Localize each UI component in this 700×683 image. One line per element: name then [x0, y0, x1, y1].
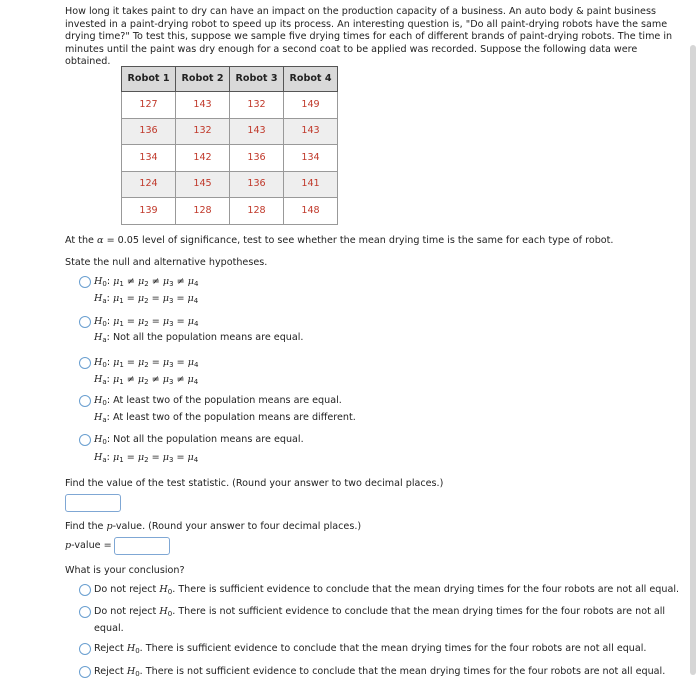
hypothesis-option-4-radio[interactable]: [79, 395, 91, 407]
hypothesis-option-4-ha-text: At least two of the population means are different.: [112, 412, 356, 423]
conclusion-option-3: Reject $H_0$. There is sufficient evidence to conclude that the mean drying times for the four robots are not all equal.: [94, 643, 647, 655]
table-cell: 128: [176, 198, 230, 225]
table-cell: 128: [230, 198, 284, 225]
hypothesis-option-1-h0: $H_0$: $\mu_1 \ne \mu_2 \ne \mu_3 \ne \mu_4$: [94, 276, 199, 288]
conclusion-option-1-verb: Do not reject: [94, 584, 157, 595]
conclusion-option-1-text: . There is sufficient evidence to conclude that the mean drying times for the four robots are not all equal.: [172, 584, 680, 595]
table-cell: 143: [284, 118, 338, 145]
conclusion-option-3-verb: Reject: [94, 643, 124, 654]
test-statistic-input[interactable]: [65, 494, 121, 512]
table-cell: 139: [122, 198, 176, 225]
table-row: [122, 171, 338, 198]
table-cell: 132: [230, 92, 284, 119]
table-row: [122, 198, 338, 225]
test-statistic-prompt: Find the value of the test statistic. (Round your answer to two decimal places.): [65, 478, 444, 489]
table-cell: 134: [284, 145, 338, 172]
conclusion-option-4-text: . There is not sufficient evidence to conclude that the mean drying times for the four robots are not all equal.: [139, 666, 666, 677]
header-robot-1: Robot 1: [122, 67, 176, 92]
conclusion-option-4-verb: Reject: [94, 666, 124, 677]
hypothesis-option-3-h0: $H_0$: $\mu_1 = \mu_2 = \mu_3 = \mu_4$: [94, 357, 199, 369]
conclusion-option-2-continuation: equal.: [94, 623, 124, 634]
hypothesis-option-3-h0-text: $\mu_1 = \mu_2 = \mu_3 = \mu_4$: [113, 357, 199, 369]
hypothesis-option-2-radio[interactable]: [79, 316, 91, 328]
hypothesis-option-1-radio[interactable]: [79, 276, 91, 288]
hypothesis-option-2-h0: $H_0$: $\mu_1 = \mu_2 = \mu_3 = \mu_4$: [94, 316, 199, 328]
conclusion-option-2: Do not reject $H_0$. There is not sufficient evidence to conclude that the mean drying times for the four robots are not all: [94, 606, 666, 618]
problem-intro: How long it takes paint to dry can have an impact on the production capacity of a business. An auto body & paint business invested in a paint-drying robot to speed up its process. An interesting question is, "Do all paint-drying robots have the same drying time?" To test this, suppose we sample five drying times for each of different brands of paint-drying robots. The time in minutes until the paint was dry enough for a second coat to be applied was recorded. Suppose the following data were obtained.: [65, 6, 673, 67]
hypothesis-option-1-ha: $H_a$: $\mu_1 = \mu_2 = \mu_3 = \mu_4$: [94, 293, 199, 305]
hypothesis-option-2-h0-text: $\mu_1 = \mu_2 = \mu_3 = \mu_4$: [113, 316, 199, 328]
hypothesis-option-2-ha-text: Not all the population means are equal.: [112, 332, 304, 343]
table-row: [122, 118, 338, 145]
table-row: [122, 92, 338, 119]
pvalue-label: p-value =: [65, 540, 112, 551]
table-cell: 149: [284, 92, 338, 119]
header-robot-2: Robot 2: [176, 67, 230, 92]
header-robot-3: Robot 3: [230, 67, 284, 92]
table-cell: 136: [230, 145, 284, 172]
table-cell: 127: [122, 92, 176, 119]
hypothesis-option-3-radio[interactable]: [79, 357, 91, 369]
significance-suffix: = 0.05 level of significance, test to see whether the mean drying time is the same for each type of robot.: [106, 235, 614, 246]
table-header-row: [122, 67, 338, 92]
hypothesis-option-5-radio[interactable]: [79, 434, 91, 446]
pvalue-prompt-post: -value. (Round your answer to four decimal places.): [112, 521, 362, 532]
table-cell: 136: [230, 171, 284, 198]
pvalue-label-text: -value =: [71, 540, 112, 551]
hypothesis-option-4-h0: $H_0$: At least two of the population means are equal.: [94, 395, 342, 407]
significance-prefix: At the: [65, 235, 94, 246]
table-cell: 148: [284, 198, 338, 225]
pvalue-input[interactable]: [114, 537, 170, 555]
conclusion-prompt: What is your conclusion?: [65, 565, 185, 576]
conclusion-option-3-radio[interactable]: [79, 643, 91, 655]
conclusion-option-3-text: . There is sufficient evidence to conclude that the mean drying times for the four robots are not all equal.: [139, 643, 647, 654]
hypothesis-option-5-h0-text: Not all the population means are equal.: [113, 434, 304, 445]
significance-statement: [65, 235, 613, 248]
hypothesis-option-4-h0-text: At least two of the population means are equal.: [113, 395, 342, 406]
alpha-symbol: α: [97, 235, 104, 246]
vertical-scrollbar[interactable]: [690, 45, 696, 675]
hypothesis-option-5-ha-text: $\mu_1 = \mu_2 = \mu_3 = \mu_4$: [112, 452, 199, 464]
conclusion-option-1-radio[interactable]: [79, 584, 91, 596]
hypothesis-option-1-ha-text: $\mu_1 = \mu_2 = \mu_3 = \mu_4$: [112, 293, 199, 305]
conclusion-option-2-verb: Do not reject: [94, 606, 157, 617]
table-cell: 136: [122, 118, 176, 145]
hypothesis-option-1-h0-text: $\mu_1 \ne \mu_2 \ne \mu_3 \ne \mu_4$: [113, 276, 199, 288]
table-cell: 145: [176, 171, 230, 198]
drying-times-table: [121, 66, 338, 225]
pvalue-prompt-pre: Find the: [65, 521, 104, 532]
conclusion-option-4-radio[interactable]: [79, 666, 91, 678]
conclusion-option-4: Reject $H_0$. There is not sufficient evidence to conclude that the mean drying times for the four robots are not all equal.: [94, 666, 666, 678]
header-robot-4: Robot 4: [284, 67, 338, 92]
table-cell: 134: [122, 145, 176, 172]
table-cell: 143: [230, 118, 284, 145]
hypothesis-option-5-ha: $H_a$: $\mu_1 = \mu_2 = \mu_3 = \mu_4$: [94, 452, 199, 464]
hypothesis-option-2-ha: $H_a$: Not all the population means are equal.: [94, 332, 304, 344]
hypothesis-option-3-ha-text: $\mu_1 \ne \mu_2 \ne \mu_3 \ne \mu_4$: [112, 374, 199, 386]
hypothesis-option-5-h0: $H_0$: Not all the population means are equal.: [94, 434, 304, 446]
conclusion-option-2-radio[interactable]: [79, 606, 91, 618]
table-cell: 142: [176, 145, 230, 172]
table-row: [122, 145, 338, 172]
conclusion-option-2-text: . There is not sufficient evidence to conclude that the mean drying times for the four robots are not all: [172, 606, 666, 617]
hypothesis-option-3-ha: $H_a$: $\mu_1 \ne \mu_2 \ne \mu_3 \ne \mu_4$: [94, 374, 199, 386]
table-cell: 124: [122, 171, 176, 198]
table-cell: 132: [176, 118, 230, 145]
hypothesis-option-4-ha: $H_a$: At least two of the population means are different.: [94, 412, 356, 424]
pvalue-prompt: Find the p-value. (Round your answer to four decimal places.): [65, 521, 362, 532]
conclusion-option-1: Do not reject $H_0$. There is sufficient evidence to conclude that the mean drying times for the four robots are not all equal.: [94, 584, 680, 596]
table-cell: 143: [176, 92, 230, 119]
hypotheses-prompt: State the null and alternative hypotheses.: [65, 257, 268, 268]
table-cell: 141: [284, 171, 338, 198]
